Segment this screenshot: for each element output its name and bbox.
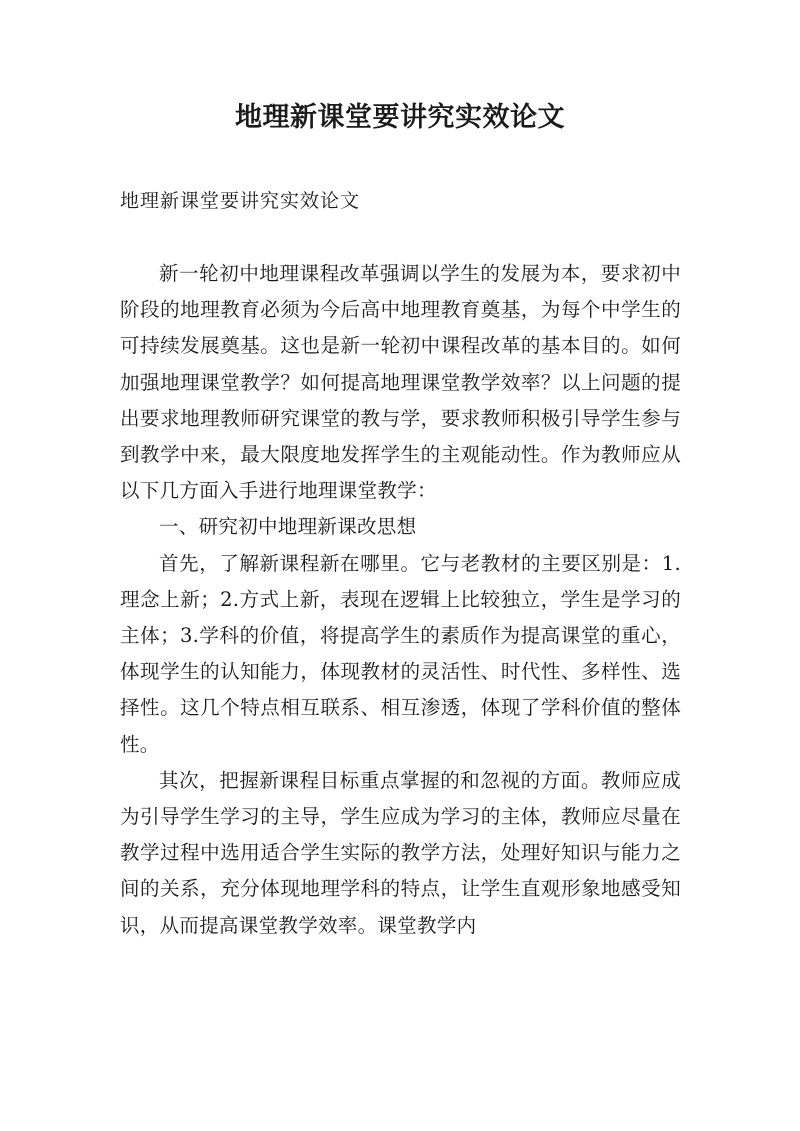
document-title: 地理新课堂要讲究实效论文 — [235, 102, 565, 133]
section-heading: 一、研究初中地理新课改思想 — [159, 515, 417, 539]
paragraph-second: 其次，把握新课程目标重点掌握的和忽视的方面。教师应成为引导学生学习的主导，学生应成为学习的主体，教师应尽量在教学过程中选用适合学生实际的教学方法，处理好知识与能力之间的关系，充分体现地理学科的特点，让学生直观形象地感受知识，从而提高课堂教学效率。课堂教学内 — [120, 768, 681, 937]
paragraph-intro: 新一轮初中地理课程改革强调以学生的发展为本，要求初中阶段的地理教育必须为今后高中地理教育奠基，为每个中学生的可持续发展奠基。这也是新一轮初中课程改革的基本目的。如何加强地理课堂教学？如何提高地理课堂教学效率？以上问题的提出要求地理教师研究课堂的教与学，要求教师积极引导学生参与到教学中来，最大限度地发挥学生的主观能动性。作为教师应从以下几方面入手进行地理课堂教学： — [120, 262, 681, 503]
paragraph-first: 首先，了解新课程新在哪里。它与老教材的主要区别是：1.理念上新；2.方式上新，表现在逻辑上比较独立，学生是学习的主体；3.学科的价值，将提高学生的素质作为提高课堂的重心，体现学生的认知能力，体现教材的灵活性、时代性、多样性、选择性。这几个特点相互联系、相互渗透，体现了学科价值的整体性。 — [120, 551, 681, 756]
document-body — [120, 256, 681, 944]
document-subtitle: 地理新课堂要讲究实效论文 — [120, 190, 361, 212]
